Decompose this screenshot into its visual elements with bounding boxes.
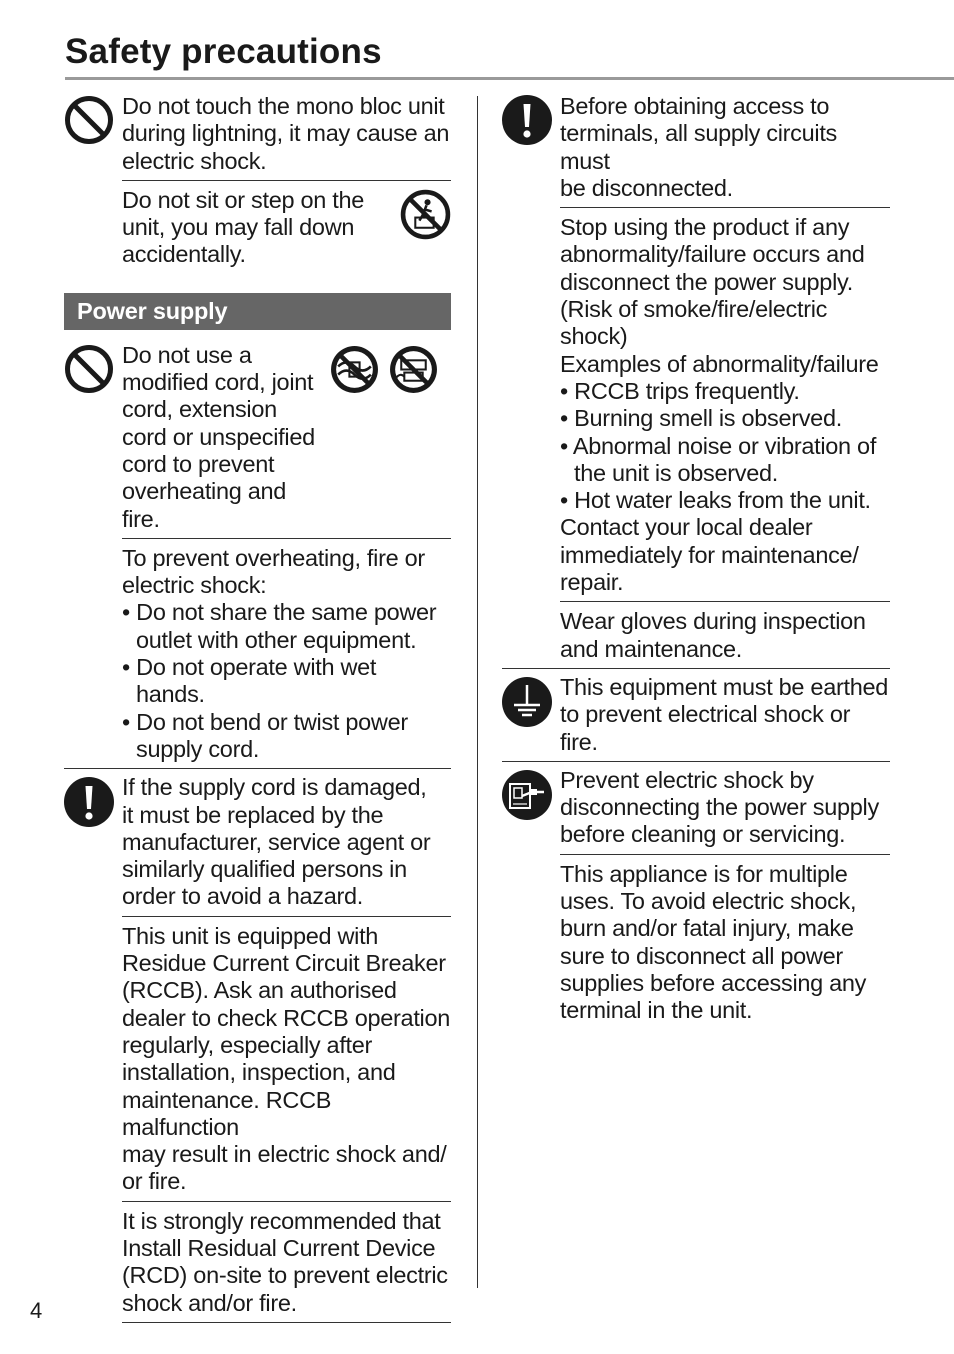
safety-block-disconnect: [502, 761, 890, 1030]
para-rcd: It is strongly recommended that Install Residual Current Device (RCD) on-site to prevent electric shock and/or fire.: [122, 1202, 451, 1323]
right-column: [502, 93, 890, 1030]
prohibition-icon: [64, 344, 114, 394]
no-extension-cord-icon: [388, 344, 439, 395]
mandatory-icon: [502, 95, 552, 145]
bullet-item: • Do not operate with wet hands.: [122, 654, 377, 708]
left-column: [64, 93, 451, 1323]
bullet-item: • Burning smell is observed.: [560, 405, 842, 432]
bullet-item: • Do not share the same power outlet with other equipment.: [122, 599, 437, 653]
mandatory-icon: [64, 777, 114, 827]
safety-block-earthing: [502, 668, 890, 761]
column-divider: [477, 96, 478, 1288]
para-gloves: Wear gloves during inspection and maintenance.: [560, 608, 866, 662]
safety-block-lightning: [64, 93, 451, 274]
no-stepping-icon: [400, 189, 451, 240]
para-overheating: To prevent overheating, fire or electric shock: • Do not share the same power outlet with other equipment. • Do not operate with wet hands. • Do not bend or twist power supply cord.: [122, 539, 451, 768]
para-no-step: Do not sit or step on the unit, you may fall down accidentally.: [122, 181, 451, 274]
prohibition-icon: [64, 95, 114, 145]
safety-block-cord: [64, 342, 451, 768]
unplug-icon: [502, 770, 552, 820]
no-modified-cord-icon: [329, 344, 380, 395]
para-disconnect: Prevent electric shock by disconnecting the power supply before cleaning or servicing.: [560, 761, 890, 855]
bullet-item: • RCCB trips frequently.: [560, 377, 800, 404]
para-rccb: This unit is equipped with Residue Current Circuit Breaker (RCCB). Ask an authorised dealer to check RCCB operation regularly, especially after installation, inspection, and maintenance. RCCB malfunction may result in electric shock and/ or fire.: [122, 917, 451, 1202]
title-underline: [65, 77, 954, 80]
para-terminals: Before obtaining access to terminals, all supply circuits must be disconnected.: [560, 93, 890, 208]
section-header-power-supply: Power supply: [64, 293, 451, 330]
para-abnormality: Stop using the product if any abnormality/failure occurs and disconnect the power supply. (Risk of smoke/fire/electric shock) Examples of abnormality/failure • RCCB trips frequently. • Burning smell is observed. • Abnormal noise or vibration of the unit is observed. • Hot water leaks from the unit. Contact your local dealer immediately for maintenance/ repair.: [560, 208, 890, 602]
para-cord: Do not use a modified cord, joint cord, extension cord or unspecified cord to prevent overheating and fire.: [122, 342, 451, 539]
earth-ground-icon: [502, 677, 552, 727]
page-title: Safety precautions: [65, 32, 382, 71]
para-cord-replacement: If the supply cord is damaged, it must be replaced by the manufacturer, service agent or similarly qualified persons in order to avoid a hazard.: [122, 768, 451, 916]
safety-block-terminals: [502, 93, 890, 668]
para-earthing: This equipment must be earthed to prevent electrical shock or fire.: [560, 673, 889, 755]
bullet-item: • Do not bend or twist power supply cord.: [122, 708, 408, 762]
safety-block-supply-cord-damage: [64, 768, 451, 1323]
bullet-item: • Hot water leaks from the unit.: [560, 487, 871, 514]
page-number: 4: [30, 1298, 43, 1323]
para-lightning: Do not touch the mono bloc unit during lightning, it may cause an electric shock.: [122, 93, 451, 181]
para-multiple-uses: This appliance is for multiple uses. To avoid electric shock, burn and/or fatal injury, make sure to disconnect all power supplies before accessing any terminal in the unit.: [560, 860, 867, 1024]
bullet-item: • Abnormal noise or vibration of the unit is observed.: [560, 432, 877, 486]
